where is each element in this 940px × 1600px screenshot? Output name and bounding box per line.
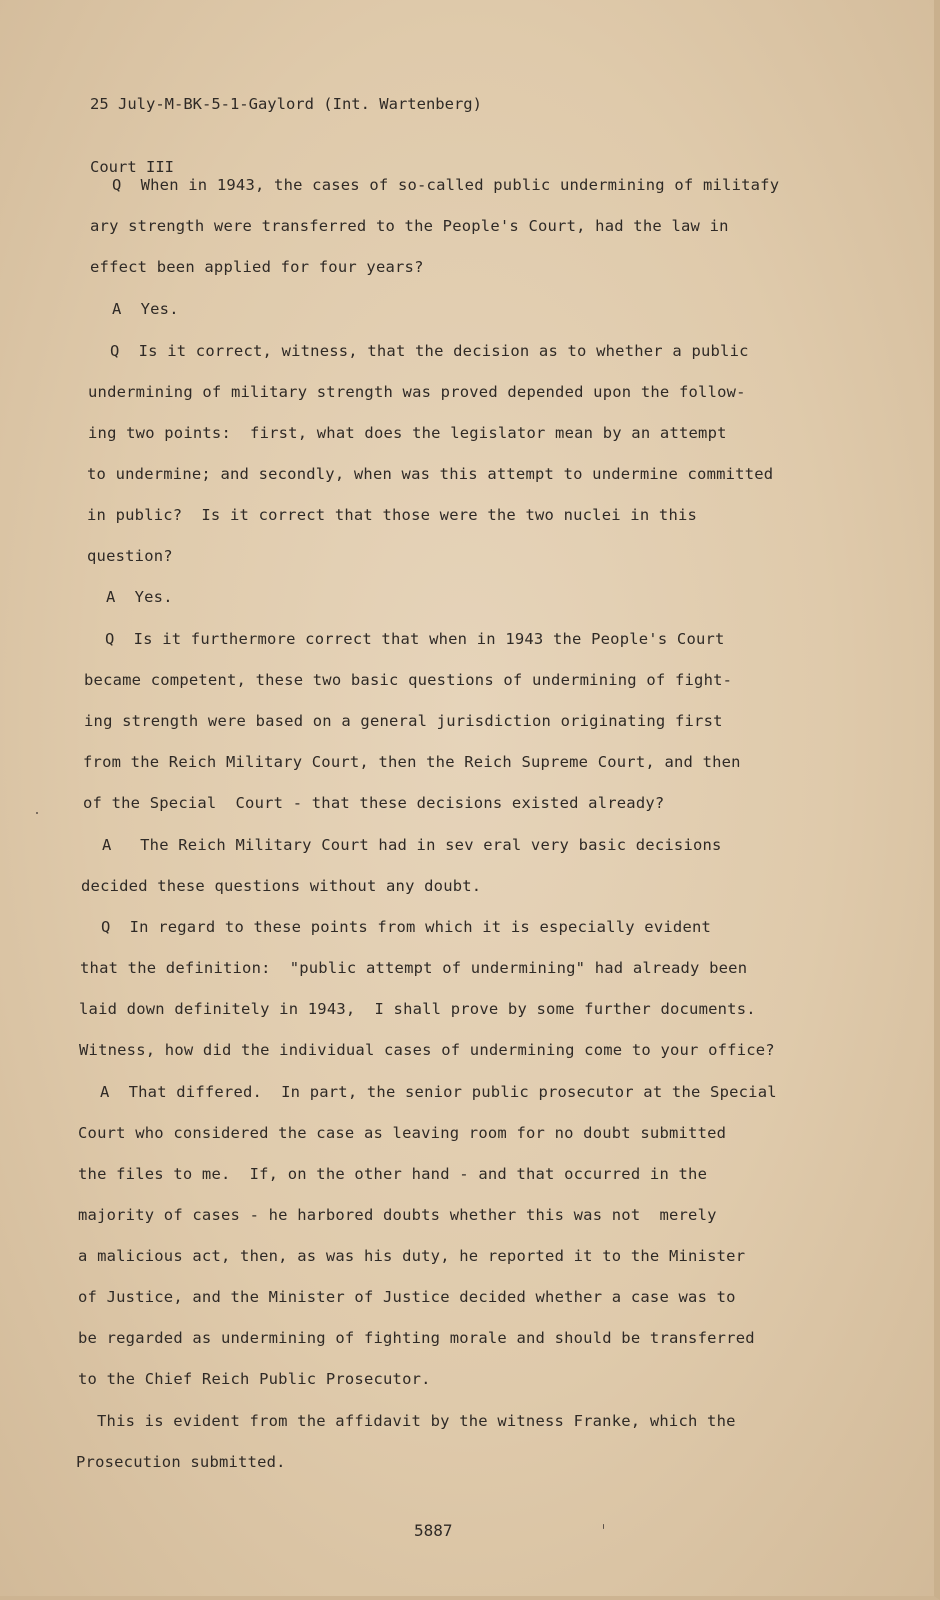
body-line: Witness, how did the individual cases of undermining come to your office? xyxy=(79,1041,775,1059)
body-line: A That differed. In part, the senior public prosecutor at the Special xyxy=(100,1083,777,1101)
body-line: be regarded as undermining of fighting morale and should be transferred xyxy=(78,1329,755,1347)
body-line: ary strength were transferred to the People's Court, had the law in xyxy=(90,217,729,235)
header-court: Court III xyxy=(90,158,174,176)
body-line: Q Is it correct, witness, that the decision as to whether a public xyxy=(110,342,749,360)
body-line: ing strength were based on a general jurisdiction originating first xyxy=(84,712,723,730)
body-line: from the Reich Military Court, then the Reich Supreme Court, and then xyxy=(83,753,741,771)
body-line: in public? Is it correct that those were the two nuclei in this xyxy=(87,506,698,524)
body-line: ing two points: first, what does the legislator mean by an attempt xyxy=(88,424,727,442)
page-number: 5887 xyxy=(414,1521,453,1540)
body-line: A The Reich Military Court had in sev eral very basic decisions xyxy=(102,836,722,854)
body-line: Q In regard to these points from which it is especially evident xyxy=(101,918,712,936)
body-line: a malicious act, then, as was his duty, he reported it to the Minister xyxy=(78,1247,746,1265)
body-line: laid down definitely in 1943, I shall prove by some further documents. xyxy=(79,1000,756,1018)
body-line: decided these questions without any doubt. xyxy=(81,877,482,895)
paper-speck xyxy=(603,1524,604,1529)
body-line: to undermine; and secondly, when was this attempt to undermine committed xyxy=(87,465,774,483)
paper-speck xyxy=(36,812,38,814)
body-line: to the Chief Reich Public Prosecutor. xyxy=(78,1370,431,1388)
body-line: of the Special Court - that these decisions existed already? xyxy=(83,794,665,812)
body-line: A Yes. xyxy=(106,588,173,606)
body-line: A Yes. xyxy=(112,300,179,318)
body-line: undermining of military strength was proved depended upon the follow- xyxy=(88,383,746,401)
body-line: Q Is it furthermore correct that when in 1943 the People's Court xyxy=(105,630,725,648)
body-line: Q When in 1943, the cases of so-called public undermining of militafy xyxy=(112,176,780,194)
header-reference: 25 July-M-BK-5-1-Gaylord (Int. Wartenberg) xyxy=(90,95,482,113)
body-line: effect been applied for four years? xyxy=(90,258,424,276)
body-line: question? xyxy=(87,547,173,565)
body-line: This is evident from the affidavit by the witness Franke, which the xyxy=(97,1412,736,1430)
body-line: Court who considered the case as leaving room for no doubt submitted xyxy=(78,1124,727,1142)
body-line: majority of cases - he harbored doubts whether this was not merely xyxy=(78,1206,717,1224)
body-line: the files to me. If, on the other hand - and that occurred in the xyxy=(78,1165,708,1183)
body-line: Prosecution submitted. xyxy=(76,1453,286,1471)
body-line: that the definition: "public attempt of undermining" had already been xyxy=(80,959,748,977)
body-line: of Justice, and the Minister of Justice decided whether a case was to xyxy=(78,1288,736,1306)
document-header xyxy=(90,52,482,220)
body-line: became competent, these two basic questions of undermining of fight- xyxy=(84,671,733,689)
